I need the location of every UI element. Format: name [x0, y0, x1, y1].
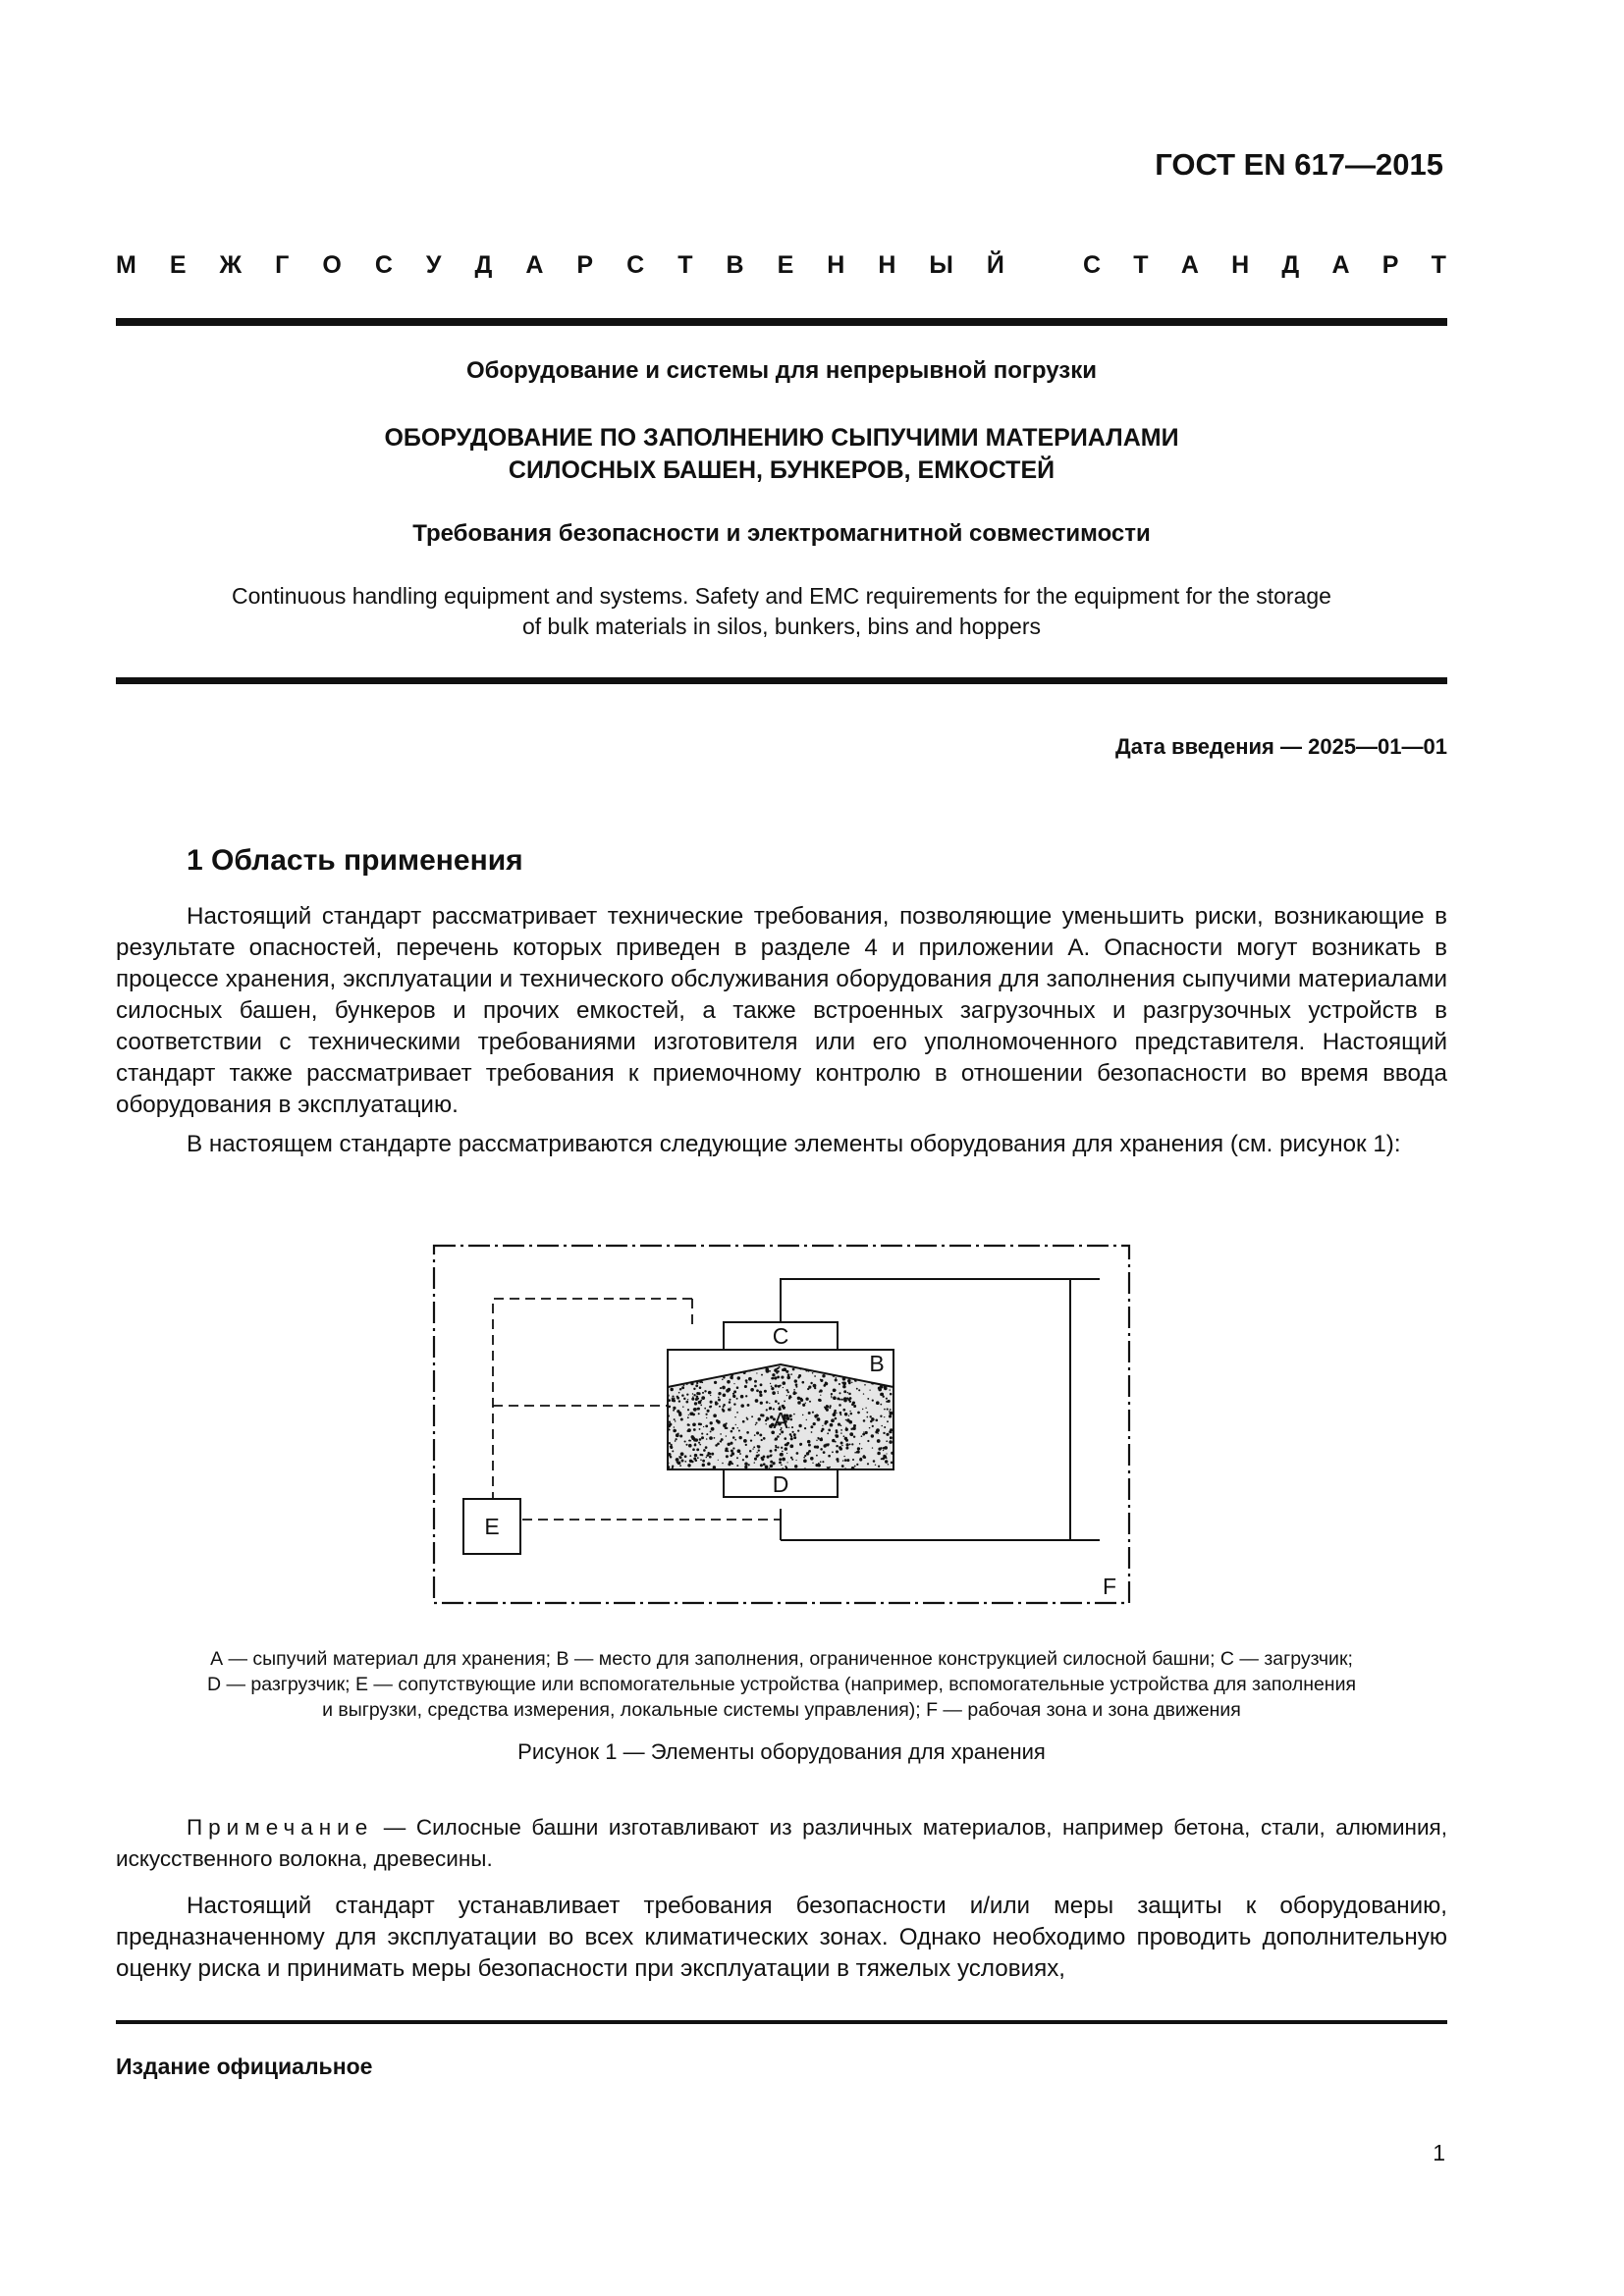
title-rule: [116, 677, 1447, 684]
label-f: F: [1102, 1574, 1117, 1599]
title-sub: Требования безопасности и электромагнитной совместимости: [412, 520, 1151, 547]
page-number: 1: [1433, 2140, 1445, 2165]
scope-paragraph-3: Настоящий стандарт устанавливает требования безопасности и/или меры защиты к оборудованию, предназначенному для эксплуатации во всех климатических зонах. Однако необходимо проводить дополнительную оценку риска и принимать меры безопасности при эксплуатации в тяжелых условиях,: [116, 1893, 1447, 1982]
interstate-word: М Е Ж Г О С У Д А Р С Т В Е Н Н Ы Й: [116, 251, 1004, 279]
scope-paragraph-1: Настоящий стандарт рассматривает технические требования, позволяющие уменьшить риски, возникающие в результате опасностей, перечень которых приведен в разделе 4 и приложении А. Опасности могут возникать в процессе хранения, эксплуатации и технического обслуживания оборудования для заполнения сыпучими материалами силосных башен, бункеров и прочих емкостей, а также встроенных загрузочных и разгрузочных устройств в соответствии с техническими требованиями изготовителя или его уполномоченного представителя. Настоящий стандарт также рассматривает требования к приемочному контролю в отношении безопасности во время ввода оборудования в эксплуатацию.: [116, 903, 1447, 1118]
label-b: B: [869, 1351, 885, 1376]
label-a: A: [773, 1408, 788, 1433]
title-english-line2: of bulk materials in silos, bunkers, bins and hoppers: [521, 614, 1041, 639]
label-e: E: [484, 1514, 500, 1539]
interstate-standard-heading: [116, 251, 1446, 280]
figure-legend: [116, 1646, 1447, 1723]
standard-number: ГОСТ EN 617—2015: [1155, 147, 1443, 182]
title-main-line2: СИЛОСНЫХ БАШЕН, БУНКЕРОВ, ЕМКОСТЕЙ: [508, 456, 1056, 484]
standard-word: С Т А Н Д А Р Т: [1083, 251, 1446, 279]
top-rule: [116, 318, 1447, 326]
scope-paragraph-2: В настоящем стандарте рассматриваются следующие элементы оборудования для хранения (см. рисунок 1):: [187, 1131, 1401, 1157]
title-english-line1: Continuous handling equipment and systems. Safety and EMC requirements for the equipment for the storage: [232, 583, 1331, 609]
title-group: Оборудование и системы для непрерывной погрузки: [466, 357, 1097, 384]
figure-caption: Рисунок 1 — Элементы оборудования для хранения: [517, 1739, 1046, 1764]
label-c: C: [772, 1323, 789, 1349]
title-main-line1: ОБОРУДОВАНИЕ ПО ЗАПОЛНЕНИЮ СЫПУЧИМИ МАТЕРИАЛАМИ: [384, 424, 1179, 452]
auxiliary-dashed-line-top: [493, 1299, 692, 1499]
footer-rule: [116, 2020, 1447, 2024]
label-d: D: [772, 1471, 789, 1497]
legend-line3: и выгрузки, средства измерения, локальные системы управления); F — рабочая зона и зона движения: [322, 1699, 1241, 1721]
official-edition-label: Издание официальное: [116, 2054, 373, 2079]
introduction-date: Дата введения — 2025—01—01: [1115, 734, 1447, 759]
note-paragraph: Примечание — Силосные башни изготавливают из различных материалов, например бетона, стали, алюминия, искусственного волокна, древесины.: [116, 1815, 1447, 1871]
legend-line2: D — разгрузчик; E — сопутствующие или вспомогательные устройства (например, вспомогательные устройства для заполнения: [206, 1674, 1357, 1695]
section-heading: 1 Область применения: [187, 844, 523, 877]
note-label: Примечание: [187, 1815, 374, 1840]
title-main: [116, 422, 1447, 487]
figure-storage-elements: [432, 1242, 1135, 1613]
legend-line1: А — сыпучий материал для хранения; В — место для заполнения, ограниченное конструкцией силосной башни; С — загрузчик;: [210, 1648, 1353, 1670]
title-english: [116, 581, 1447, 642]
